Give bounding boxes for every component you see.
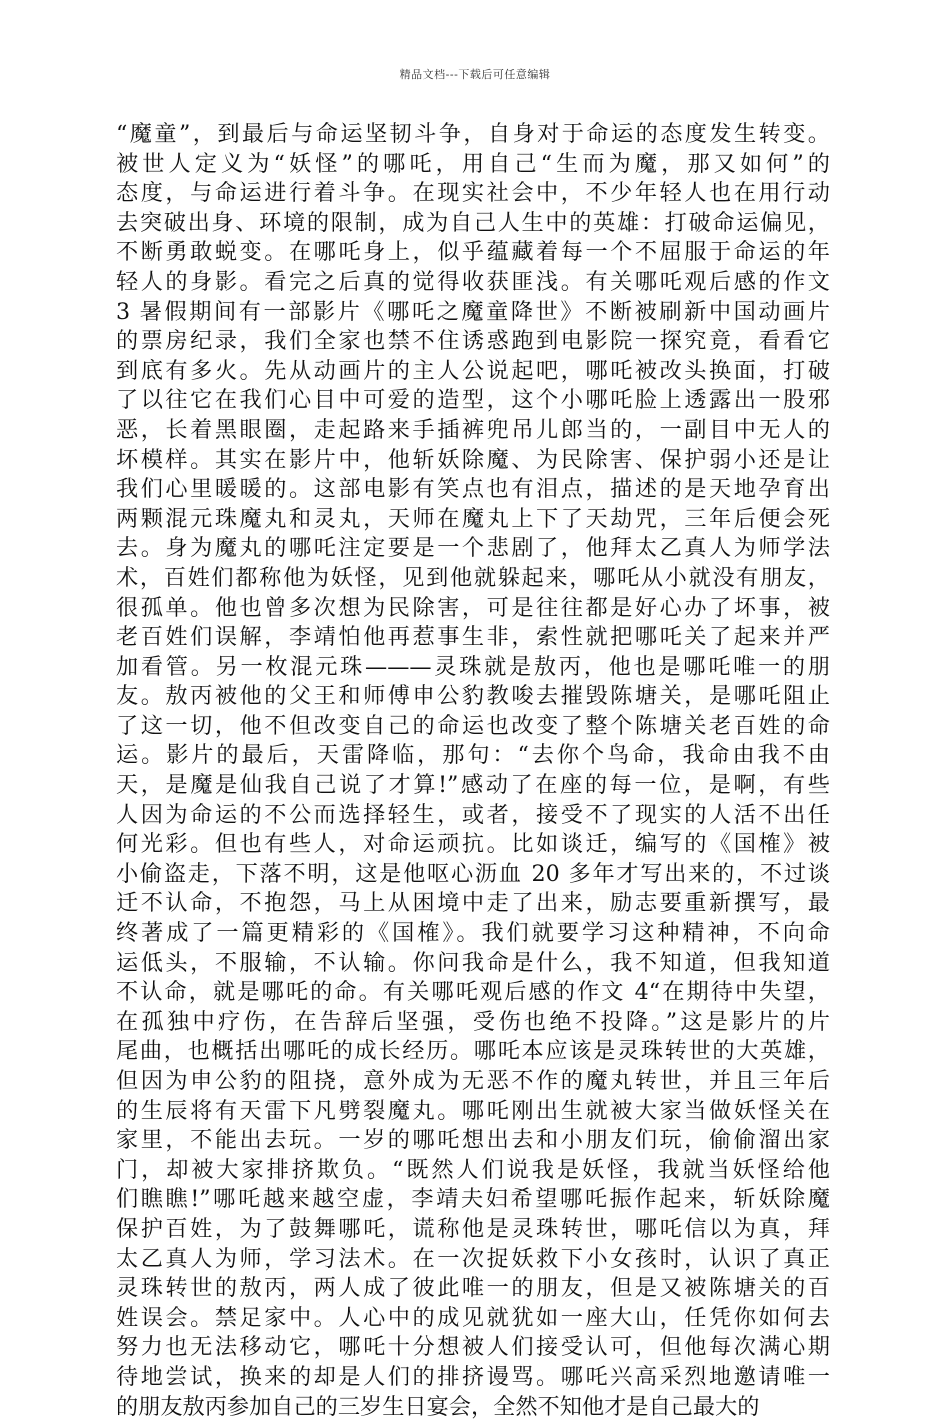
paragraph-line: 的生辰将有天雷下凡劈裂魔丸。哪吒刚出生就被大家当做妖怪关在: [116, 1097, 830, 1124]
paragraph-line: 3 暑假期间有一部影片《哪吒之魔童降世》不断被刷新中国动画片: [116, 298, 830, 325]
paragraph-line: 运。影片的最后，天雷降临，那句：“去你个鸟命，我命由我不由: [116, 742, 830, 769]
paragraph-line: 门，却被大家排挤欺负。“既然人们说我是妖怪，我就当妖怪给他: [116, 1156, 830, 1183]
paragraph-line: 去。身为魔丸的哪吒注定要是一个悲剧了，他拜太乙真人为师学法: [116, 535, 830, 562]
page-header: 精品文档---下载后可任意编辑: [399, 68, 551, 81]
paragraph-line: 在孤独中疗伤，在告辞后坚强，受伤也绝不投降。”这是影片的片: [116, 1008, 830, 1035]
paragraph-line: 们瞧瞧!”哪吒越来越空虚，李靖夫妇希望哪吒振作起来，斩妖除魔: [116, 1186, 830, 1213]
paragraph-line: 保护百姓，为了鼓舞哪吒，谎称他是灵珠转世，哪吒信以为真，拜: [116, 1215, 830, 1242]
paragraph-line: 不认命，就是哪吒的命。有关哪吒观后感的作文 4“在期待中失望，: [116, 979, 830, 1006]
paragraph-line: 了以往它在我们心目中可爱的造型，这个小哪吒脸上透露出一股邪: [116, 387, 830, 414]
paragraph-line: 人因为命运的不公而选择轻生，或者，接受不了现实的人活不出任: [116, 801, 830, 828]
paragraph-line: 加看管。另一枚混元珠———灵珠就是敖丙，他也是哪吒唯一的朋: [116, 653, 830, 680]
paragraph-line: 姓误会。禁足家中。人心中的成见就犹如一座大山，任凭你如何去: [116, 1304, 830, 1331]
paragraph-line: 了这一切，他不但改变自己的命运也改变了整个陈塘关老百姓的命: [116, 712, 830, 739]
paragraph-line: 轻人的身影。看完之后真的觉得收获匪浅。有关哪吒观后感的作文: [116, 268, 830, 295]
paragraph-line: 家里，不能出去玩。一岁的哪吒想出去和小朋友们玩，偷偷溜出家: [116, 1127, 830, 1154]
paragraph-line: 运低头，不服输，不认输。你问我命是什么，我不知道，但我知道: [116, 949, 830, 976]
article-body: [116, 120, 830, 1422]
paragraph-line: 去突破出身、环境的限制，成为自己人生中的英雄：打破命运偏见，: [116, 209, 830, 236]
paragraph-line: 但因为申公豹的阻挠，意外成为无恶不作的魔丸转世，并且三年后: [116, 1068, 830, 1094]
paragraph-line: 天，是魔是仙我自己说了才算!”感动了在座的每一位，是啊，有些: [116, 772, 830, 799]
paragraph-line: 我们心里暖暖的。这部电影有笑点也有泪点，描述的是天地孕育出: [116, 476, 830, 503]
paragraph-line: 被世人定义为“妖怪”的哪吒，用自己“生而为魔，那又如何”的: [116, 150, 830, 177]
paragraph-line: 很孤单。他也曾多次想为民除害，可是往往都是好心办了坏事，被: [116, 594, 830, 621]
paragraph-line: 术，百姓们都称他为妖怪，见到他就躲起来，哪吒从小就没有朋友，: [116, 564, 830, 591]
paragraph-line: 尾曲，也概括出哪吒的成长经历。哪吒本应该是灵珠转世的大英雄，: [116, 1038, 830, 1065]
paragraph-line: 态度，与命运进行着斗争。在现实社会中，不少年轻人也在用行动: [116, 180, 830, 207]
paragraph-line: 太乙真人为师，学习法术。在一次捉妖救下小女孩时，认识了真正: [116, 1245, 830, 1272]
paragraph-line: 何光彩。但也有些人，对命运顽抗。比如谈迁，编写的《国榷》被: [116, 831, 830, 858]
paragraph-line: 灵珠转世的敖丙，两人成了彼此唯一的朋友，但是又被陈塘关的百: [116, 1275, 830, 1302]
paragraph-line: 待地尝试，换来的却是人们的排挤谩骂。哪吒兴高采烈地邀请唯一: [116, 1363, 830, 1390]
paragraph-line: 恶，长着黑眼圈，走起路来手插裤兜吊儿郎当的，一副目中无人的: [116, 416, 830, 443]
paragraph-line: 友。敖丙被他的父王和师傅申公豹教唆去摧毁陈塘关，是哪吒阻止: [116, 683, 830, 710]
paragraph-line: “魔童”，到最后与命运坚韧斗争，自身对于命运的态度发生转变。: [116, 121, 830, 147]
paragraph-line: 不断勇敢蜕变。在哪吒身上，似乎蕴藏着每一个不屈服于命运的年: [116, 239, 830, 266]
paragraph-line: 迁不认命，不抱怨，马上从困境中走了出来，励志要重新撰写，最: [116, 890, 830, 917]
paragraph-line: 的朋友敖丙参加自己的三岁生日宴会，全然不知他才是自己最大的: [116, 1393, 760, 1420]
paragraph-line: 终著成了一篇更精彩的《国榷》。我们就要学习这种精神，不向命: [116, 920, 830, 947]
paragraph-line: 的票房纪录，我们全家也禁不住诱惑跑到电影院一探究竟，看看它: [116, 328, 830, 355]
paragraph-line: 两颗混元珠魔丸和灵丸，天师在魔丸上下了天劫咒，三年后便会死: [116, 505, 830, 532]
paragraph-line: 努力也无法移动它，哪吒十分想被人们接受认可，但他每次满心期: [116, 1334, 830, 1361]
paragraph-line: 老百姓们误解，李靖怕他再惹事生非，索性就把哪吒关了起来并严: [116, 624, 830, 651]
paragraph-line: 坏模样。其实在影片中，他斩妖除魔、为民除害、保护弱小还是让: [116, 446, 830, 473]
paragraph-line: 到底有多火。先从动画片的主人公说起吧，哪吒被改头换面，打破: [116, 357, 830, 384]
paragraph-line: 小偷盗走，下落不明，这是他呕心沥血 20 多年才写出来的，不过谈: [116, 860, 830, 887]
